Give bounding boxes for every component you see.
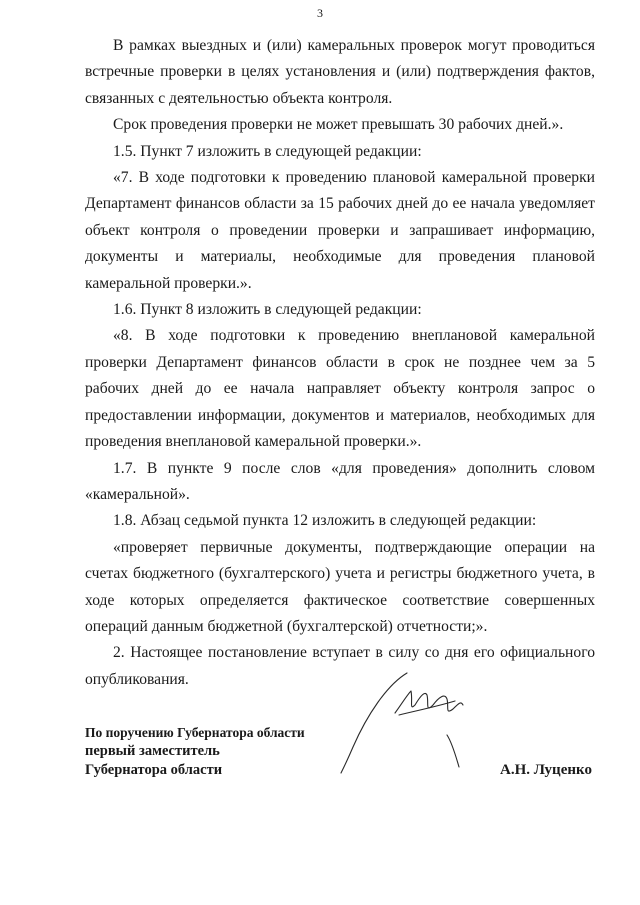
paragraph-inspection-term: Срок проведения проверки не может превышать 30 рабочих дней.». <box>113 116 564 134</box>
handwritten-signature-icon <box>335 665 485 780</box>
paragraph-effective-date: 2. Настоящее постановление вступает в силу со дня его официального опубликования. <box>85 644 595 688</box>
signatory-line-2: первый заместитель <box>85 743 220 759</box>
paragraph-1-8-heading: 1.8. Абзац седьмой пункта 12 изложить в следующей редакции: <box>113 512 537 530</box>
paragraph-clause-8: «8. В ходе подготовки к проведению внеплановой камеральной проверки Департамент финансов области в срок не позднее чем за 5 рабочих дней до ее начала направляет объекту контроля запрос о предоставлении информации, документов и материалов, необходимых для проведения внеплановой камеральной проверки.». <box>85 327 595 451</box>
page-number: 3 <box>317 6 323 20</box>
document-body <box>85 33 595 693</box>
paragraph-counter-inspections: В рамках выездных и (или) камеральных проверок могут проводиться встречные проверки в целях установления и (или) подтверждения фактов, связанных с деятельностью объекта контроля. <box>85 37 595 107</box>
signatory-line-3: Губернатора области <box>85 762 223 778</box>
paragraph-clause-12: «проверяет первичные документы, подтверждающие операции на счетах бюджетного (бухгалтерского) учета и регистры бюджетного учета, в ходе которых определяется фактическое соответствие совершенных операций данным бюджетной (бухгалтерской) отчетности;». <box>85 538 595 635</box>
paragraph-clause-7: «7. В ходе подготовки к проведению плановой камеральной проверки Департамент финансов области за 15 рабочих дней до ее начала уведомляет объект контроля о проведении проверки и запрашивает информацию, документы и материалы, необходимые для проведения плановой камеральной проверки.». <box>85 169 595 292</box>
paragraph-1-6-heading: 1.6. Пункт 8 изложить в следующей редакции: <box>113 301 422 319</box>
paragraph-1-7: 1.7. В пункте 9 после слов «для проведения» дополнить словом «камеральной». <box>85 459 595 503</box>
signer-name: А.Н. Луценко <box>500 762 592 778</box>
signatory-title <box>85 723 305 780</box>
signatory-line-1: По поручению Губернатора области <box>85 725 305 740</box>
paragraph-1-5-heading: 1.5. Пункт 7 изложить в следующей редакции: <box>113 142 422 160</box>
